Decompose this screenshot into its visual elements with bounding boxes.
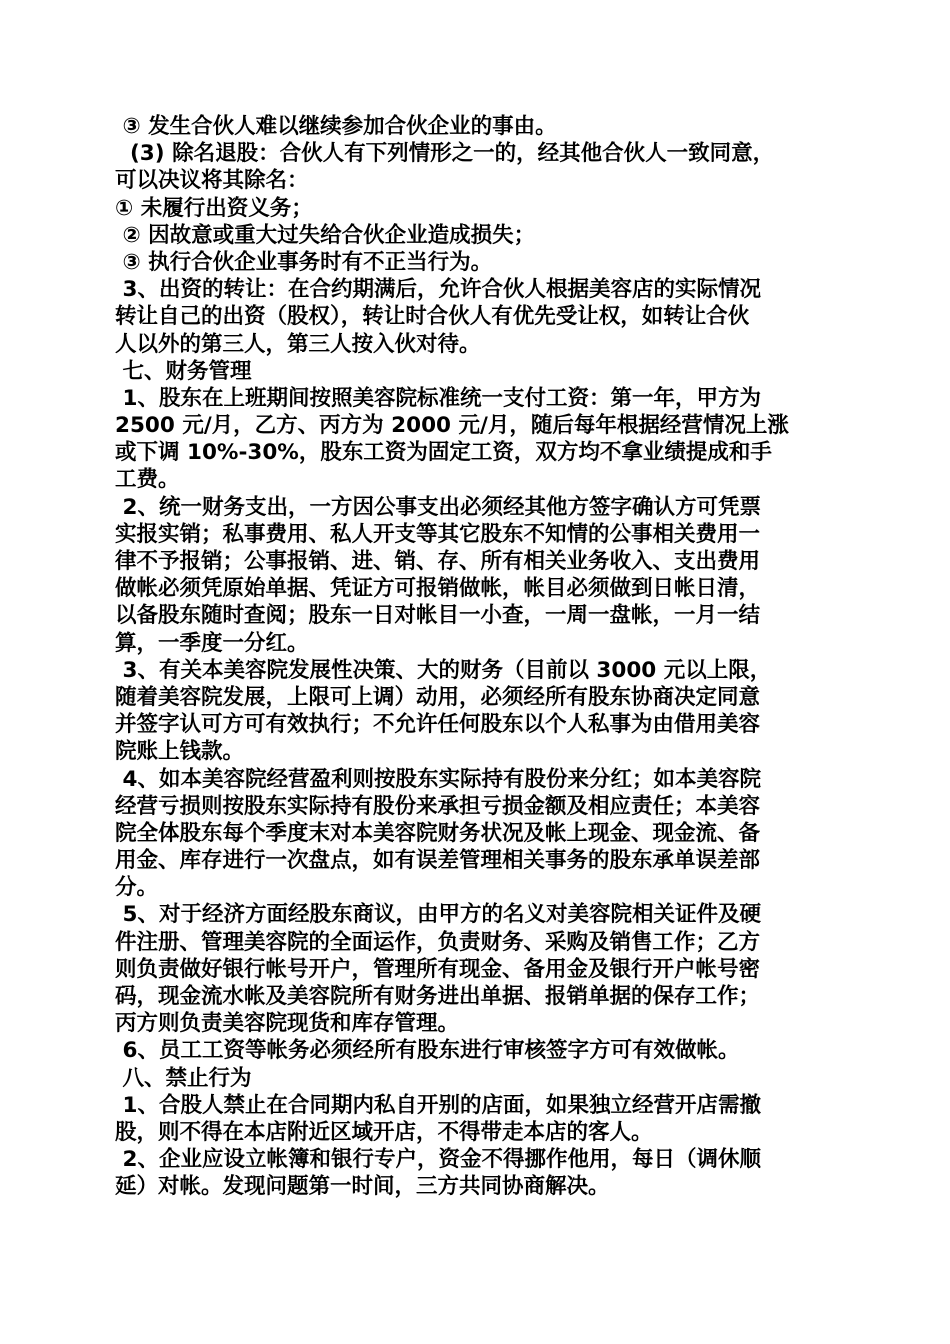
text-line: 3、有关本美容院发展性决策、大的财务（目前以 3000 元以上限， [115,657,772,683]
text-line: 件注册、管理美容院的全面运作，负责财务、采购及销售工作；乙方 [115,929,761,955]
text-line: 2、统一财务支出，一方因公事支出必须经其他方签字确认方可凭票 [115,494,761,520]
document-page [115,113,845,1201]
text-line: 5、对于经济方面经股东商议，由甲方的名义对美容院相关证件及硬 [115,902,761,928]
text-line: 延）对帐。发现问题第一时间，三方共同协商解决。 [115,1174,610,1200]
text-line: 工费。 [115,467,180,493]
text-line: 转让自己的出资（股权），转让时合伙人有优先受让权，如转让合伙 [115,304,750,330]
text-line: 用金、库存进行一次盘点，如有误差管理相关事务的股东承单误差部 [115,848,761,874]
text-line: 可以决议将其除名： [115,168,309,194]
text-line: 丙方则负责美容院现货和库存管理。 [115,1011,460,1037]
text-line: 分。 [115,875,159,901]
text-line: ② 因故意或重大过失给合伙企业造成损失； [115,222,536,248]
text-line: ③ 发生合伙人难以继续参加合伙企业的事由。 [115,114,557,139]
text-line: 2、企业应设立帐簿和银行专户，资金不得挪作他用，每日（调休顺 [115,1147,761,1173]
text-line: 股，则不得在本店附近区域开店，不得带走本店的客人。 [115,1119,653,1145]
text-line: 4、如本美容院经营盈利则按股东实际持有股份来分红；如本美容院 [115,766,761,792]
text-line: 经营亏损则按股东实际持有股份来承担亏损金额及相应责任；本美容 [115,793,761,819]
text-line: 院账上钱款。 [115,739,245,765]
text-line: ① 未履行出资义务； [115,195,313,221]
text-line: (3) 除名退股：合伙人有下列情形之一的，经其他合伙人一致同意， [115,141,775,167]
text-line: 做帐必须凭原始单据、凭证方可报销做帐，帐目必须做到日帐日清， [115,576,761,602]
text-line: 6、员工工资等帐务必须经所有股东进行审核签字方可有效做帐。 [115,1038,740,1064]
section-heading: 七、财务管理 [115,358,252,384]
text-line: 3、出资的转让：在合约期满后，允许合伙人根据美容店的实际情况 [115,277,761,303]
text-line: 并签字认可方可有效执行；不允许任何股东以个人私事为由借用美容 [115,712,761,738]
text-line: 律不予报销；公事报销、进、销、存、所有相关业务收入、支出费用 [115,549,761,574]
text-line: 或下调 10%-30%，股东工资为固定工资，双方均不拿业绩提成和手 [115,440,772,466]
text-line: 则负责做好银行帐号开户，管理所有现金、备用金及银行开户帐号密 [115,956,761,982]
text-line: 人以外的第三人，第三人按入伙对待。 [115,331,481,357]
text-line: 2500 元/月，乙方、丙方为 2000 元/月，随后每年根据经营情况上涨 [115,413,789,439]
text-line: 码，现金流水帐及美容院所有财务进出单据、报销单据的保存工作； [115,984,761,1009]
text-line: 随着美容院发展，上限可上调）动用，必须经所有股东协商决定同意 [115,684,761,710]
text-line: 实报实销；私事费用、私人开支等其它股东不知情的公事相关费用一 [115,521,761,547]
text-line: 1、股东在上班期间按照美容院标准统一支付工资：第一年，甲方为 [115,385,761,411]
text-line: ③ 执行合伙企业事务时有不正当行为。 [115,249,493,275]
text-line: 以备股东随时查阅；股东一日对帐目一小查，一周一盘帐，一月一结 [115,603,761,629]
section-heading: 八、禁止行为 [115,1065,252,1091]
text-line: 1、合股人禁止在合同期内私自开别的店面，如果独立经营开店需撤 [115,1092,761,1118]
text-line: 算，一季度一分红。 [115,630,309,656]
text-line: 院全体股东每个季度末对本美容院财务状况及帐上现金、现金流、备 [115,820,761,846]
